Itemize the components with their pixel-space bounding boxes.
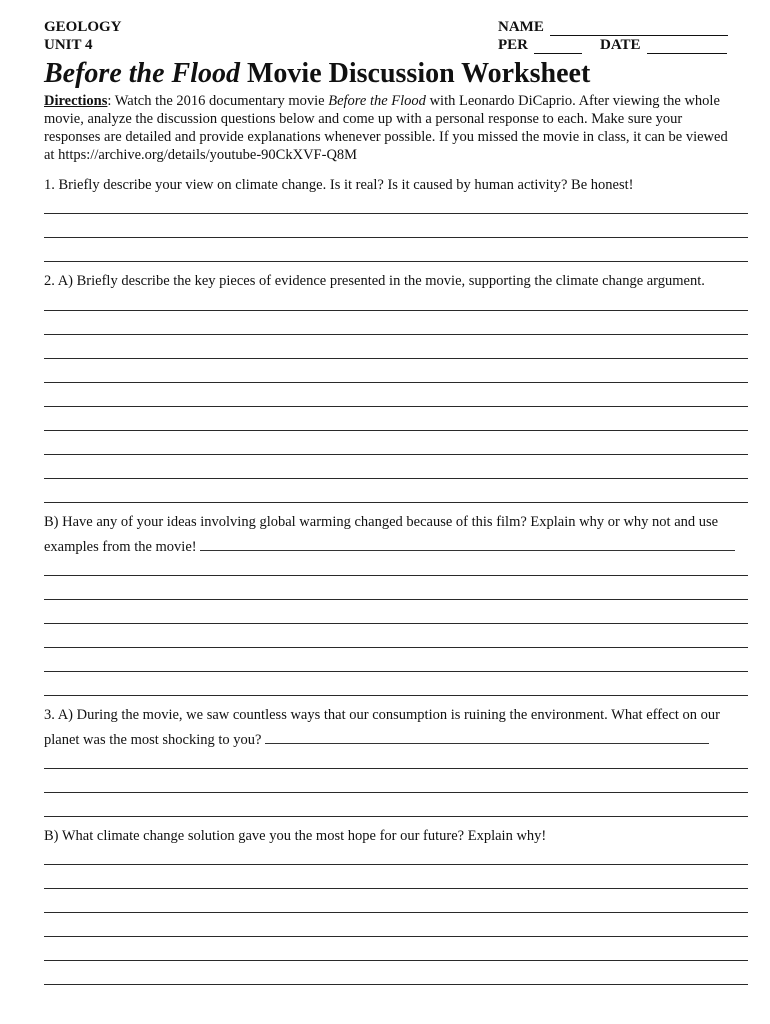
title-movie-name: Before the Flood — [44, 58, 240, 89]
answer-line[interactable] — [44, 358, 748, 359]
student-info — [498, 18, 728, 54]
question-2b-text: B) Have any of your ideas involving global warming changed because of this film? Explain why or why not and use examples from the movie! — [44, 514, 719, 555]
question-2b — [44, 510, 749, 560]
page-title — [44, 58, 744, 90]
answer-line[interactable] — [44, 310, 748, 311]
answer-line[interactable] — [44, 671, 748, 672]
inline-answer-blank[interactable] — [265, 731, 709, 744]
answer-line[interactable] — [44, 912, 748, 913]
inline-answer-blank[interactable] — [200, 538, 735, 551]
per-label: PER — [498, 37, 528, 53]
answer-line[interactable] — [44, 623, 748, 624]
subject-label: GEOLOGY — [44, 19, 122, 35]
directions-text-2: with Leonardo DiCaprio. After viewing the whole movie, analyze the discussion questions below and come up with a personal response to each. Make sure your responses are detailed and provide explanations whenever possible. If you missed the movie in class, it can be viewed at https://archive.org/details/youtube-90CkXVF-Q8M — [44, 93, 728, 163]
question-3a-text: 3. A) During the movie, we saw countless ways that our consumption is ruining the environment. What effect on our planet was the most shocking to you? — [44, 707, 720, 748]
answer-line[interactable] — [44, 960, 748, 961]
answer-line[interactable] — [44, 864, 748, 865]
directions-label: Directions — [44, 93, 108, 109]
directions-text-1: : Watch the 2016 documentary movie — [107, 93, 329, 109]
directions — [44, 92, 734, 164]
answer-line[interactable] — [44, 816, 748, 817]
answer-line[interactable] — [44, 406, 748, 407]
answer-line[interactable] — [44, 213, 748, 214]
name-label: NAME — [498, 19, 544, 35]
answer-line[interactable] — [44, 647, 748, 648]
question-3b: B) What climate change solution gave you the most hope for our future? Explain why! — [44, 828, 547, 844]
answer-line[interactable] — [44, 599, 748, 600]
directions-movie-title: Before the Flood — [328, 93, 426, 109]
question-2a: 2. A) Briefly describe the key pieces of evidence presented in the movie, supporting the climate change argument. — [44, 273, 705, 289]
answer-line[interactable] — [44, 768, 748, 769]
date-field[interactable] — [647, 39, 727, 54]
answer-line[interactable] — [44, 502, 748, 503]
answer-line[interactable] — [44, 430, 748, 431]
answer-line[interactable] — [44, 237, 748, 238]
question-3a — [44, 703, 749, 753]
answer-line[interactable] — [44, 575, 748, 576]
unit-label: UNIT 4 — [44, 37, 93, 53]
name-field[interactable] — [550, 21, 728, 36]
date-label: DATE — [600, 37, 641, 53]
answer-line[interactable] — [44, 478, 748, 479]
period-field[interactable] — [534, 39, 582, 54]
course-info — [44, 18, 122, 54]
question-1: 1. Briefly describe your view on climate change. Is it real? Is it caused by human activity? Be honest! — [44, 177, 634, 193]
answer-line[interactable] — [44, 984, 748, 985]
answer-line[interactable] — [44, 936, 748, 937]
answer-line[interactable] — [44, 888, 748, 889]
answer-line[interactable] — [44, 334, 748, 335]
answer-line[interactable] — [44, 382, 748, 383]
answer-line[interactable] — [44, 792, 748, 793]
answer-line[interactable] — [44, 695, 748, 696]
title-rest: Movie Discussion Worksheet — [240, 58, 591, 89]
answer-line[interactable] — [44, 261, 748, 262]
answer-line[interactable] — [44, 454, 748, 455]
